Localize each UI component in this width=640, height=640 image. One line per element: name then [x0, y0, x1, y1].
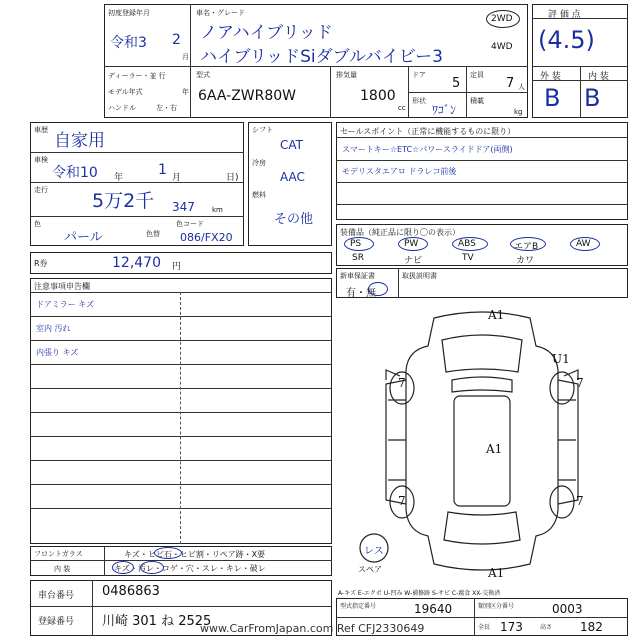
color-label: 色: [34, 220, 41, 228]
handle-label: ハンドル: [108, 104, 136, 112]
note-line-3: 内張り キズ: [36, 348, 79, 357]
interior-cond-label: 内 装: [54, 565, 71, 573]
score: (4.5): [538, 26, 595, 54]
inspection-day-unit: 日): [226, 173, 239, 183]
mark-left-rear-wheel: 7: [398, 494, 406, 508]
load-label: 積載: [470, 97, 484, 105]
height-label: 高さ: [540, 624, 553, 631]
damage-legend: A-キズ E-エクボ U-凹み W-補修跡 S-サビ C-腐食 XX-交換済: [338, 590, 501, 597]
height: 182: [580, 620, 603, 634]
grade-name: ハイブリッドSiダブルバイビー3: [200, 47, 443, 67]
mileage-detail: 347: [172, 200, 195, 214]
reg-type: 自家用: [54, 131, 105, 151]
inspection-month: 1: [158, 162, 167, 178]
model-designation: 19640: [414, 602, 453, 616]
warranty-label: 新車保証書: [340, 272, 375, 280]
type-label: 型式: [196, 71, 210, 79]
equip-aw: AW: [576, 239, 591, 249]
mileage-label: 走行: [34, 186, 48, 194]
length-label: 全長: [478, 624, 491, 631]
fuel: その他: [274, 212, 314, 227]
seats-unit: 人: [518, 83, 525, 91]
notes-label: 注意事項申告欄: [34, 282, 90, 291]
recycle-amount: 12,470: [112, 255, 161, 271]
spare-label: スペア: [358, 565, 382, 574]
inspection-year-unit: 年: [114, 173, 124, 183]
km-unit: km: [212, 206, 223, 214]
mark-right-front: U1: [552, 352, 570, 366]
mileage-main: 5万2千: [92, 190, 155, 212]
equip-pw: PW: [404, 239, 419, 249]
interior-label: 内 装: [588, 72, 609, 82]
score-label: 評 価 点: [548, 10, 581, 20]
drive-4wd: 4WD: [491, 42, 513, 52]
ac-label: 冷房: [252, 159, 266, 167]
first-reg-month: 2: [172, 32, 181, 48]
reg-number-label: 登録番号: [38, 617, 75, 627]
cc-unit: cc: [398, 104, 406, 112]
inspection-era: 令和10: [52, 165, 98, 181]
recycle-label: R券: [34, 259, 48, 268]
reg-type-label: 車歴: [34, 126, 48, 134]
shape: ﾜｺﾞﾝ: [432, 103, 457, 117]
drive-2wd: 2WD: [491, 14, 513, 24]
interior-grade: B: [584, 84, 601, 112]
length: 173: [500, 620, 523, 634]
car-name-label: 車名・グレード: [196, 9, 245, 17]
shift: CAT: [280, 138, 303, 152]
windshield-selected-circle: [154, 547, 182, 559]
recycle-unit: 円: [172, 262, 182, 272]
notes-panel: [30, 278, 332, 544]
displacement: 1800: [360, 88, 396, 104]
equip-tv: TV: [462, 253, 474, 263]
equip-abs: ABS: [458, 239, 476, 249]
equipment-label: 装備品（純正品に限り〇の表示）: [340, 228, 460, 237]
records-label: 取扱説明書: [402, 272, 437, 280]
equip-ps: PS: [350, 239, 362, 249]
sales-point-line1: スマートキー☆ETC☆パワースライドドア(両側): [342, 145, 513, 154]
mark-right-front-wheel: 7: [576, 376, 584, 390]
inspection-label: 車検: [34, 156, 48, 164]
dealer-label: ディーラー・並 行: [108, 72, 166, 80]
ac: AAC: [280, 170, 305, 184]
mark-right-rear-wheel: 7: [576, 494, 584, 508]
category: 0003: [552, 602, 583, 616]
displacement-label: 排気量: [336, 71, 357, 79]
doors: 5: [452, 76, 461, 91]
warranty-options: 有・無: [346, 288, 376, 299]
exterior-label: 外 装: [540, 72, 561, 82]
first-reg-label: 初度登録年月: [108, 9, 150, 17]
color: パール: [64, 230, 103, 245]
fuel-label: 燃料: [252, 191, 266, 199]
spare-mark: レス: [364, 546, 384, 557]
mark-front: A1: [488, 308, 505, 322]
model-code: 6AA-ZWR80W: [198, 88, 297, 104]
exterior-grade: B: [544, 84, 561, 112]
interior-scratch-circle: [112, 561, 134, 574]
windshield-label: フロントガラス: [34, 550, 83, 558]
kg-unit: kg: [514, 108, 523, 116]
equip-airbag: エアB: [514, 242, 539, 252]
note-line-1: ドアミラー キズ: [36, 300, 95, 309]
doors-label: ドア: [412, 71, 426, 79]
equip-sr: SR: [352, 253, 364, 263]
shape-label: 形状: [412, 97, 426, 105]
color-change-label: 色替: [146, 230, 160, 238]
year-unit: 年: [182, 88, 189, 96]
windshield-options: キズ・ヒビ石・ヒビ割・リペア跡・X要: [124, 550, 266, 559]
car-number: 0486863: [102, 584, 160, 599]
category-label: 類別区分番号: [478, 603, 515, 610]
month-unit: 月: [182, 53, 189, 61]
seats-label: 定員: [470, 71, 484, 79]
color-code-label: 色コード: [176, 220, 204, 228]
mark-rear: A1: [488, 566, 505, 580]
color-code: 086/FX20: [180, 231, 233, 244]
model-year-label: モデル年式: [108, 88, 143, 96]
equip-navi: ナビ: [404, 256, 423, 266]
model-designation-label: 型式指定番号: [340, 603, 377, 610]
car-name: ノアハイブリッド: [200, 23, 333, 43]
mark-roof: A1: [486, 442, 503, 456]
warranty-selected-circle: [368, 282, 388, 296]
interior-cond-options: キズ・汚レ・コゲ・穴・スレ・キレ・破レ: [114, 564, 266, 573]
handle-options: 左・右: [156, 104, 177, 112]
shift-label: シフト: [252, 126, 273, 134]
mark-left-front-wheel: 7: [398, 376, 406, 390]
note-line-2: 室内 汚れ: [36, 324, 71, 333]
sales-points-label: セールスポイント（正常に機能するものに限り）: [340, 127, 516, 136]
equip-leather: カワ: [516, 256, 535, 266]
first-reg-era: 令和3: [110, 35, 147, 51]
interior-dirt-circle: [140, 561, 164, 574]
watermark: www.CarFromJapan.com Ref CFJ2330649: [200, 622, 425, 635]
inspection-month-unit: 月: [172, 173, 182, 183]
sales-point-line2: モデリスタエアロ ドラレコ前後: [342, 167, 457, 176]
reg-number: 川崎 301 ね 2525: [102, 614, 212, 629]
seats: 7: [506, 76, 515, 91]
car-diagram: [336, 300, 628, 582]
car-number-label: 車台番号: [38, 591, 75, 601]
